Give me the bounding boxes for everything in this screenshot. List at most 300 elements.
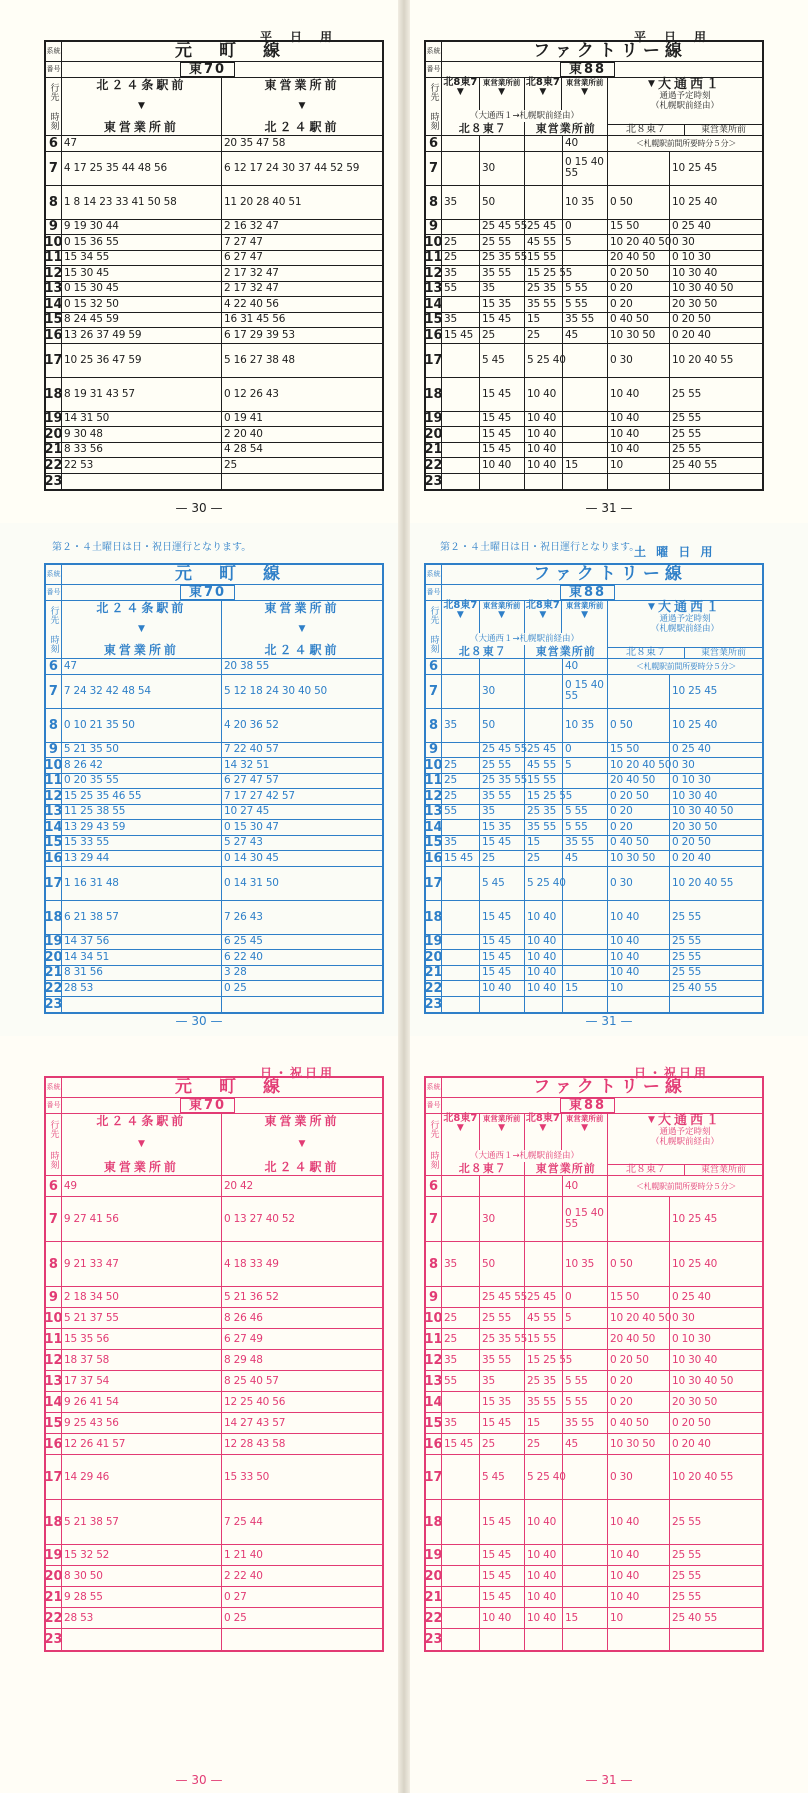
hour-label: 9 <box>426 1287 442 1307</box>
hour-row <box>46 474 382 490</box>
departure-minutes: 0 14 31 50 <box>224 876 279 889</box>
odori-subtitle: 通過予定時刻 <box>659 614 711 624</box>
route-number: 東70 <box>180 62 235 77</box>
direction-arrow-icon: ▼ <box>581 610 589 620</box>
departure-minutes <box>563 1566 608 1586</box>
departure-minutes <box>222 997 382 1013</box>
direction-arrow-icon: ▼ <box>539 610 547 620</box>
departure-minutes: 9 26 41 54 <box>62 1392 222 1412</box>
origin-col-2 <box>480 78 525 110</box>
departure-minutes: 10 40 <box>525 443 563 458</box>
direction-origin: 東営業所前 <box>264 1114 340 1128</box>
route-number-row <box>46 62 382 78</box>
departure-minutes <box>442 458 480 473</box>
departure-minutes: 10 30 50 <box>608 1434 670 1454</box>
hour-label: 18 <box>426 378 442 411</box>
origin-col-3 <box>525 78 563 110</box>
departure-minutes: 18 37 58 <box>62 1350 222 1370</box>
hour-row <box>426 758 762 774</box>
odori-block <box>608 78 762 135</box>
departure-minutes <box>442 297 480 312</box>
departure-minutes: 0 30 <box>672 235 695 248</box>
departure-minutes: 20 38 55 <box>223 659 270 672</box>
origin-name: 東営業所前 <box>482 1114 521 1123</box>
hour-label: 6 <box>426 659 442 674</box>
departure-minutes: 14 34 51 <box>62 950 222 965</box>
departure-minutes: 15 55 <box>525 251 563 266</box>
departure-minutes: 5 25 40 <box>525 344 563 377</box>
line-name: 元 町 線 <box>175 41 285 61</box>
departure-minutes: 8 29 48 <box>224 1353 263 1366</box>
departure-minutes: 25 55 <box>672 412 702 425</box>
departure-minutes: 6 27 47 57 <box>224 774 279 787</box>
hour-label: 14 <box>44 296 63 312</box>
departure-minutes: 10 40 <box>525 901 563 934</box>
departure-minutes <box>563 774 608 789</box>
line-name-row <box>46 42 382 62</box>
departure-minutes: 10 40 <box>480 1608 525 1628</box>
direction-arrow-icon: ▼ <box>498 1123 506 1133</box>
hour-row <box>46 313 382 329</box>
departure-minutes: 10 40 <box>525 966 563 981</box>
hour-row <box>426 789 762 805</box>
hour-row <box>46 966 382 982</box>
departure-minutes: 15 45 <box>480 1587 525 1607</box>
departure-minutes: 14 32 51 <box>224 758 270 771</box>
hour-row <box>426 867 762 901</box>
hour-row <box>46 950 382 966</box>
hour-label: 17 <box>426 1455 442 1499</box>
route-number-row <box>46 1098 382 1114</box>
departure-minutes: 28 53 <box>62 981 222 996</box>
departure-minutes: 10 40 <box>608 443 670 458</box>
destination-kita8higashi7: 北８東７ <box>442 1162 525 1175</box>
hour-label: 18 <box>426 1500 442 1544</box>
via-group <box>442 1114 608 1175</box>
departure-minutes: 6 25 45 <box>224 935 263 948</box>
departure-minutes <box>442 443 480 458</box>
hour-row <box>46 851 382 867</box>
hour-label: 6 <box>46 1176 62 1196</box>
departure-minutes: 25 55 <box>672 387 702 400</box>
departure-minutes: 10 40 <box>525 412 563 427</box>
origin-col-3 <box>525 1114 563 1150</box>
hour-label: 21 <box>46 1587 62 1607</box>
departure-minutes <box>442 1545 480 1565</box>
hour-label: 22 <box>44 980 63 996</box>
departure-minutes: 45 55 <box>525 235 563 250</box>
departure-minutes: 20 30 50 <box>672 297 718 310</box>
departure-minutes: 0 15 40 55 <box>563 152 608 185</box>
direction-destination: 北２４駅前 <box>264 643 340 657</box>
dest-time-labels <box>426 1114 442 1175</box>
departure-minutes <box>563 1587 608 1607</box>
odori-subtitle: 通過予定時刻 <box>659 91 711 101</box>
departure-minutes: 35 55 <box>480 789 525 804</box>
departure-minutes: 15 45 <box>480 412 525 427</box>
odori-dest-1: 北８東７ <box>608 648 685 658</box>
departure-minutes: 15 45 <box>480 966 525 981</box>
hour-label: 22 <box>424 980 443 996</box>
hour-row <box>46 412 382 428</box>
departure-minutes: 0 20 40 <box>672 328 711 341</box>
odori-title: 大通西１ <box>657 1113 722 1128</box>
hour-row <box>46 867 382 901</box>
departure-minutes <box>525 1197 563 1241</box>
departure-minutes: 35 <box>480 1371 525 1391</box>
departure-minutes: 15 45 <box>442 328 480 343</box>
hour-label: 20 <box>46 1566 62 1586</box>
departure-minutes: 0 <box>563 1287 608 1307</box>
time-label: 時刻 <box>48 111 59 130</box>
hour-label: 13 <box>44 804 63 820</box>
hour-row <box>46 709 382 743</box>
departure-minutes: 25 55 <box>672 1515 702 1528</box>
origin-col-1 <box>442 1114 480 1150</box>
hour-label: 20 <box>44 949 63 965</box>
departure-minutes: 5 25 40 <box>525 1455 563 1499</box>
direction-origin: 東営業所前 <box>264 601 340 615</box>
departure-minutes: 55 <box>442 1371 480 1391</box>
hour-row <box>426 1608 762 1629</box>
odori-bottom <box>608 124 762 135</box>
departure-minutes: 0 30 <box>608 344 670 377</box>
hour-row <box>46 805 382 821</box>
departure-minutes: 5 45 <box>480 867 525 900</box>
odori-dest-1: 北８東７ <box>608 1165 685 1175</box>
via-top-row <box>442 1114 607 1150</box>
page-number: — 31 — <box>585 1773 633 1787</box>
departure-minutes <box>525 709 563 742</box>
departure-minutes: 5 21 37 55 <box>62 1308 222 1328</box>
departure-minutes: 35 <box>480 282 525 297</box>
departure-minutes: 10 40 <box>608 950 670 965</box>
operation-note: 第２・４土曜日は日・祝日運行となります。 <box>52 542 252 553</box>
hour-label: 16 <box>44 850 63 866</box>
departure-minutes: 10 20 40 55 <box>672 876 734 889</box>
direction-destination: 北２４駅前 <box>264 1160 340 1174</box>
hour-row <box>426 378 762 412</box>
departure-minutes: 15 45 <box>480 1500 525 1544</box>
departure-minutes: 28 53 <box>62 1608 222 1628</box>
departure-minutes: 15 45 <box>442 1434 480 1454</box>
hour-label: 13 <box>46 1371 62 1391</box>
hour-row <box>426 186 762 220</box>
departure-minutes <box>480 997 525 1013</box>
departure-minutes: 4 17 25 35 44 48 56 <box>62 152 222 185</box>
departure-minutes: 25 55 <box>672 966 702 979</box>
departure-minutes: 10 40 <box>608 427 670 442</box>
departure-minutes: 9 25 43 56 <box>62 1413 222 1433</box>
departure-minutes: 4 18 33 49 <box>223 1257 279 1270</box>
departure-minutes: 25 <box>480 851 525 866</box>
hour-label: 23 <box>426 1629 442 1650</box>
departure-minutes: 10 30 40 <box>672 789 718 802</box>
departure-minutes: 15 25 55 <box>525 1350 563 1370</box>
departure-minutes: 35 55 <box>525 1392 563 1412</box>
departure-minutes <box>62 474 222 490</box>
departure-minutes: 0 20 50 <box>608 1350 670 1370</box>
odori-dest-1: 北８東７ <box>608 125 685 135</box>
hour-label: 16 <box>44 327 63 343</box>
timetable-table <box>44 563 384 1014</box>
departure-minutes: 8 24 45 59 <box>62 313 222 328</box>
departure-minutes: 2 17 32 47 <box>224 266 279 279</box>
book-gutter <box>398 0 410 523</box>
hour-row <box>426 1371 762 1392</box>
hour-row <box>46 1242 382 1287</box>
hour-row <box>426 981 762 997</box>
departure-minutes: 15 <box>525 1413 563 1433</box>
departure-minutes: 0 30 <box>672 758 695 771</box>
departure-minutes <box>563 412 608 427</box>
departure-minutes: 0 40 50 <box>608 1413 670 1433</box>
route-number: 東88 <box>560 62 615 77</box>
dest-time-labels <box>46 1114 62 1175</box>
direction-header <box>46 78 382 136</box>
line-name-row <box>426 42 762 62</box>
departure-minutes: 15 45 <box>480 378 525 411</box>
hour-row <box>426 675 762 709</box>
book-gutter <box>398 523 410 1036</box>
departure-minutes: 25 <box>442 1308 480 1328</box>
departure-minutes: 15 25 55 <box>527 266 573 279</box>
hour-row <box>46 235 382 251</box>
direction-origin: 北２４条駅前 <box>96 78 187 92</box>
odori-head <box>648 1114 722 1127</box>
departure-minutes: 25 45 55 <box>480 1287 525 1307</box>
departure-minutes <box>62 1629 222 1650</box>
time-label: 時刻 <box>48 634 59 653</box>
hour-label: 15 <box>424 835 443 851</box>
hour-label: 11 <box>424 250 443 266</box>
departure-minutes: 10 20 40 55 <box>672 353 734 366</box>
timetable-table <box>424 563 764 1014</box>
hour-row <box>46 981 382 997</box>
departure-minutes: 0 30 <box>672 1311 695 1324</box>
hour-label: 7 <box>46 152 62 185</box>
series-label: 系統 <box>46 1078 62 1097</box>
departure-minutes: 7 27 47 <box>224 235 263 248</box>
via-group <box>442 601 608 658</box>
direction-arrow-icon: ▼ <box>648 1115 655 1125</box>
departure-minutes <box>563 997 608 1013</box>
departure-minutes: 20 40 50 <box>608 774 670 789</box>
hour-row <box>426 997 762 1013</box>
departure-minutes: 0 50 <box>608 709 670 742</box>
timetable-band-saturday <box>0 523 808 1036</box>
departure-minutes: 35 <box>442 313 480 328</box>
departure-minutes: 0 15 40 55 <box>563 675 608 708</box>
hour-row <box>426 235 762 251</box>
departure-minutes <box>525 997 563 1013</box>
hour-row <box>426 1587 762 1608</box>
hour-row <box>46 266 382 282</box>
departure-minutes <box>608 1629 670 1650</box>
departure-minutes: 25 55 <box>480 758 525 773</box>
dest-label: 行先 <box>48 1120 59 1139</box>
hour-label: 6 <box>426 136 442 151</box>
departure-minutes: 20 30 50 <box>672 1395 718 1408</box>
departure-minutes <box>525 152 563 185</box>
hour-row <box>46 1371 382 1392</box>
departure-minutes: 25 <box>442 774 480 789</box>
departure-minutes: 10 <box>608 981 670 996</box>
destination-higashi-office: 東営業所前 <box>535 645 596 658</box>
departure-minutes: 35 55 <box>525 820 563 835</box>
departure-minutes: 0 20 <box>608 820 670 835</box>
departure-minutes: 6 27 47 <box>224 251 263 264</box>
route-number: 東70 <box>180 585 235 600</box>
number-label: 番号 <box>426 1098 442 1113</box>
departure-minutes: 10 27 45 <box>224 805 270 818</box>
hour-row <box>426 851 762 867</box>
dest-label: 行先 <box>48 606 59 625</box>
departure-minutes: 0 15 32 50 <box>62 297 222 312</box>
departure-minutes: 0 30 <box>608 867 670 900</box>
departure-minutes <box>563 427 608 442</box>
departure-minutes: 6 12 17 24 30 37 44 52 59 <box>223 161 360 174</box>
departure-minutes: 45 <box>563 1434 608 1454</box>
departure-minutes: 14 37 56 <box>62 935 222 950</box>
departure-minutes: 35 55 <box>480 266 525 281</box>
departure-minutes: 0 20 35 55 <box>62 774 222 789</box>
departure-minutes: 35 <box>442 1413 480 1433</box>
hour-row <box>426 1545 762 1566</box>
departure-minutes: 10 40 <box>608 1587 670 1607</box>
departure-minutes: 45 <box>563 851 608 866</box>
hour-row <box>46 251 382 267</box>
departure-minutes: 50 <box>480 186 525 219</box>
page-number: — 30 — <box>175 501 223 515</box>
direction-column-1 <box>62 1114 222 1175</box>
hour-row <box>46 152 382 186</box>
odori-subtitle-2: （札幌駅前経由） <box>650 624 719 634</box>
departure-minutes <box>442 950 480 965</box>
departure-minutes <box>525 659 563 674</box>
hour-row <box>426 1413 762 1434</box>
departure-minutes: 10 40 <box>525 1566 563 1586</box>
departure-minutes: 15 45 <box>480 427 525 442</box>
hour-row <box>46 774 382 790</box>
departure-minutes: 0 10 30 <box>672 1332 711 1345</box>
departure-minutes: 15 33 50 <box>224 1470 270 1483</box>
hour-label: 23 <box>424 473 443 489</box>
hour-row <box>46 1500 382 1545</box>
departure-minutes: 11 25 38 55 <box>62 805 222 820</box>
departure-minutes: 15 30 45 <box>62 266 222 281</box>
departure-minutes: 0 40 50 <box>608 313 670 328</box>
departure-minutes <box>480 659 525 674</box>
departure-minutes: 15 <box>563 458 608 473</box>
book-gutter <box>398 1036 410 1793</box>
departure-minutes: 15 33 55 <box>62 836 222 851</box>
departure-minutes: 25 55 <box>672 910 702 923</box>
odori-subtitle-2: （札幌駅前経由） <box>650 101 719 111</box>
departure-minutes: 25 <box>442 1329 480 1349</box>
hour-row <box>426 966 762 982</box>
departure-minutes: 25 <box>525 1434 563 1454</box>
departure-minutes: 25 55 <box>672 1548 702 1561</box>
departure-minutes <box>608 1197 670 1241</box>
interval-note: ＜札幌駅前間所要時分５分＞ <box>635 1181 737 1191</box>
departure-minutes: 35 55 <box>563 836 608 851</box>
departure-minutes <box>480 474 525 490</box>
hour-row <box>46 901 382 935</box>
hour-row <box>46 743 382 759</box>
departure-minutes <box>563 789 608 804</box>
hour-label: 17 <box>46 867 62 900</box>
departure-minutes: 5 45 <box>480 344 525 377</box>
hour-label: 18 <box>46 901 62 934</box>
hour-label: 19 <box>46 1545 62 1565</box>
destination-higashi-office: 東営業所前 <box>535 122 596 135</box>
departure-minutes: 5 55 <box>563 297 608 312</box>
departure-minutes: 20 42 <box>223 1179 254 1192</box>
series-label: 系統 <box>46 565 62 584</box>
hour-label: 8 <box>426 1242 442 1286</box>
hour-row <box>426 805 762 821</box>
route-number: 東88 <box>560 585 615 600</box>
departure-minutes: 0 20 50 <box>608 266 670 281</box>
line-name: ファクトリー線 <box>533 564 687 584</box>
hour-row <box>46 659 382 675</box>
odori-dest-2: 東営業所前 <box>700 125 746 135</box>
departure-minutes: 25 <box>525 851 563 866</box>
departure-minutes: 25 <box>480 1434 525 1454</box>
line-name: 元 町 線 <box>175 564 285 584</box>
timetable-band-weekday <box>0 0 808 523</box>
odori-title: 大通西１ <box>657 77 722 92</box>
departure-minutes: 5 21 35 50 <box>62 743 222 758</box>
departure-minutes: 35 <box>442 186 480 219</box>
departure-minutes <box>442 378 480 411</box>
departure-minutes: 8 26 42 <box>62 758 222 773</box>
hour-row <box>46 328 382 344</box>
hour-label: 15 <box>44 835 63 851</box>
departure-minutes: 55 <box>442 805 480 820</box>
departure-minutes <box>563 1455 608 1499</box>
departure-minutes: 25 55 <box>672 1590 702 1603</box>
departure-minutes: 6 17 29 39 53 <box>224 328 295 341</box>
hour-label: 15 <box>424 312 443 328</box>
hour-label: 9 <box>426 743 442 758</box>
origin-col-1 <box>442 78 480 110</box>
departure-minutes: 15 35 <box>480 297 525 312</box>
departure-minutes: 12 28 43 58 <box>224 1437 286 1450</box>
departure-minutes <box>442 820 480 835</box>
departure-minutes: 12 26 41 57 <box>62 1434 222 1454</box>
departure-minutes: 25 <box>525 328 563 343</box>
departure-minutes <box>442 1455 480 1499</box>
hour-row <box>46 820 382 836</box>
departure-minutes: 15 25 35 46 55 <box>62 789 222 804</box>
hour-row <box>426 820 762 836</box>
hour-row <box>426 282 762 298</box>
departure-minutes: 0 14 30 45 <box>224 851 279 864</box>
day-type-label: 日・祝日用 <box>634 1066 710 1080</box>
number-label: 番号 <box>46 1098 62 1113</box>
departure-minutes: 25 35 55 <box>482 251 528 264</box>
departure-minutes: 9 19 30 44 <box>62 220 222 235</box>
direction-column-1 <box>62 601 222 658</box>
departure-minutes: 7 22 40 57 <box>223 743 279 756</box>
hour-label: 20 <box>426 1566 442 1586</box>
hour-row <box>426 950 762 966</box>
departure-minutes <box>442 427 480 442</box>
line-name-row <box>426 1078 762 1098</box>
hour-label: 17 <box>426 867 442 900</box>
